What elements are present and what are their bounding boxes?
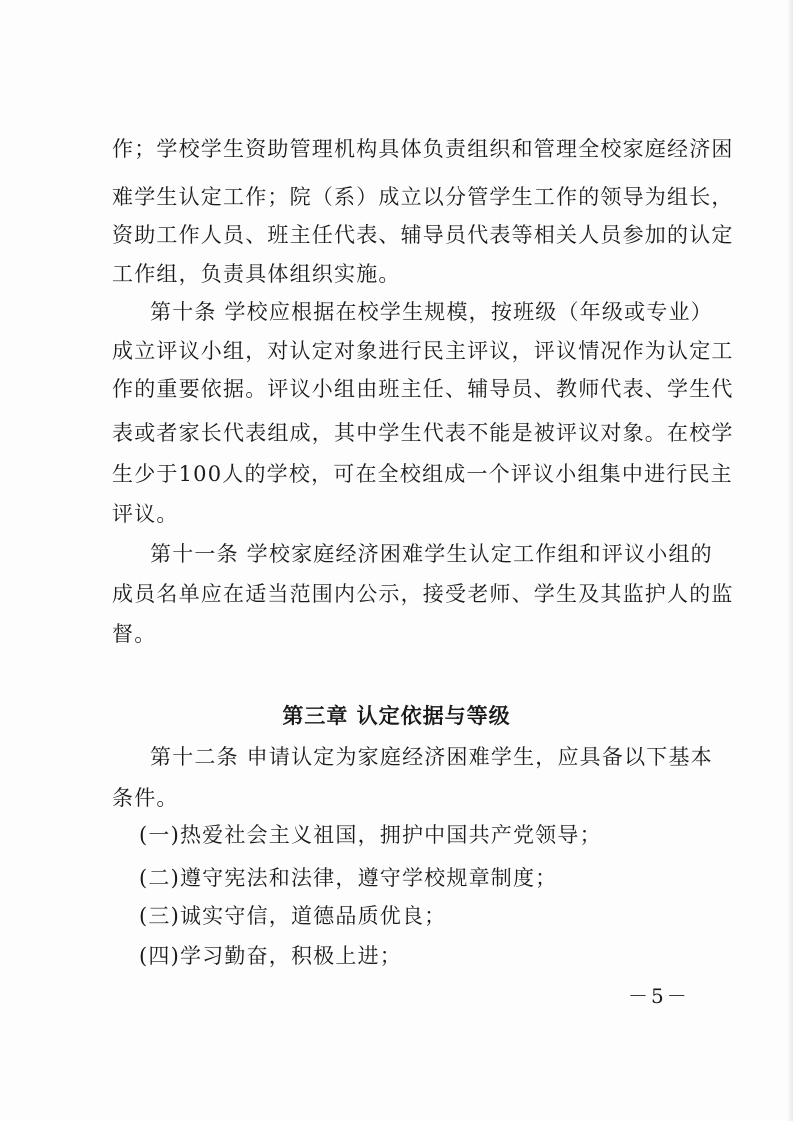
page-edge-shadow — [787, 0, 793, 1121]
condition-item: (三)诚实守信，道德品质优良； — [139, 904, 447, 928]
chapter-heading: 第三章 认定依据与等级 — [282, 704, 511, 728]
article-11-start: 第十一条 学校家庭经济困难学生认定工作组和评议小组的 — [150, 542, 713, 566]
text-line: 工作组，负责具体组织实施。 — [112, 262, 401, 286]
page-number: －5－ — [628, 984, 690, 1008]
text-line: 条件。 — [112, 786, 179, 810]
text-line: 生少于100人的学校，可在全校组成一个评议小组集中进行民主 — [112, 462, 733, 486]
condition-item: (一)热爱社会主义祖国，拥护中国共产党领导； — [139, 823, 602, 847]
text-line: 评议。 — [112, 502, 179, 526]
text-line: 成立评议小组，对认定对象进行民主评议，评议情况作为认定工 — [112, 339, 734, 363]
article-10-start: 第十条 学校应根据在校学生规模，按班级（年级或专业） — [150, 300, 713, 324]
condition-item: (四)学习勤奋，积极上进； — [139, 944, 402, 968]
text-line: 作的重要依据。评议小组由班主任、辅导员、教师代表、学生代 — [112, 377, 734, 401]
text-line: 难学生认定工作；院（系）成立以分管学生工作的领导为组长， — [112, 185, 734, 209]
condition-item: (二)遵守宪法和法律，遵守学校规章制度； — [139, 866, 558, 890]
text-line: 作；学校学生资助管理机构具体负责组织和管理全校家庭经济困 — [112, 137, 734, 161]
text-line: 表或者家长代表组成，其中学生代表不能是被评议对象。在校学 — [112, 421, 734, 445]
text-line: 成员名单应在适当范围内公示，接受老师、学生及其监护人的监 — [112, 582, 734, 606]
article-12-start: 第十二条 申请认定为家庭经济困难学生，应具备以下基本 — [150, 745, 713, 769]
text-line: 督。 — [112, 622, 157, 646]
text-line: 资助工作人员、班主任代表、辅导员代表等相关人员参加的认定 — [112, 223, 734, 247]
